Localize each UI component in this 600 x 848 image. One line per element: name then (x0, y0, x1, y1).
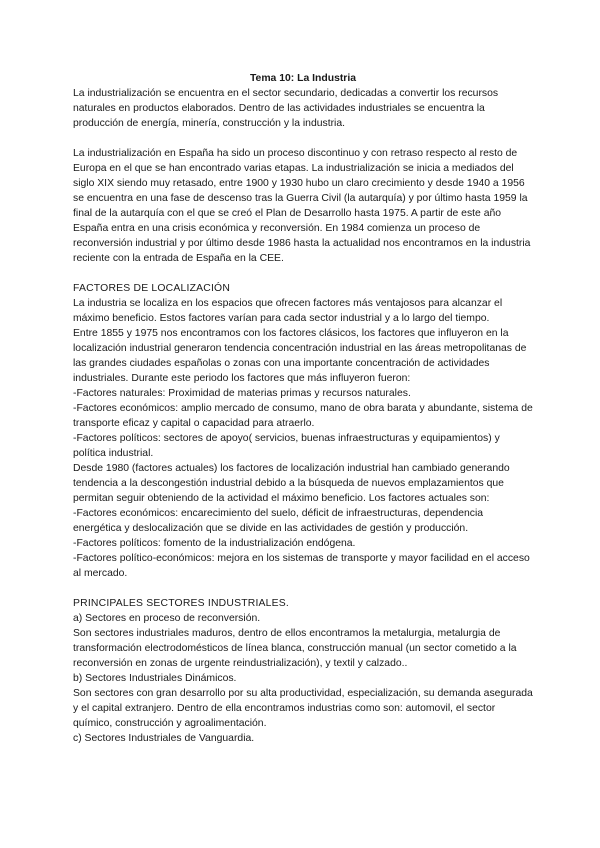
classic-factor-item: -Factores políticos: sectores de apoyo( servicios, buenas infraestructuras y equipamientos) y política industrial. (73, 433, 500, 459)
sector-a-title: a) Sectores en proceso de reconversión. (73, 613, 261, 624)
sector-b-title: b) Sectores Industriales Dinámicos. (73, 673, 237, 684)
paragraph-gap (73, 131, 533, 146)
classic-factor-item: -Factores naturales: Proximidad de materias primas y recursos naturales. (73, 388, 411, 399)
current-factor-item: -Factores políticos: fomento de la industrialización endógena. (73, 538, 356, 549)
current-factor-item: -Factores político-económicos: mejora en los sistemas de transporte y mayor facilidad en el acceso al mercado. (73, 553, 530, 579)
sectores-heading: PRINCIPALES SECTORES INDUSTRIALES. (73, 598, 290, 609)
document-page (73, 71, 533, 746)
history-paragraph: La industrialización en España ha sido un proceso discontinuo y con retraso respecto al resto de Europa en el que se han encontrado varias etapas. La industrialización se inicia a mediados del siglo XIX siendo muy retasado, entre 1900 y 1930 hubo un claro crecimiento y desde 1940 a 1956 se encuentra en una fase de descenso tras la Guerra Civil (la autarquía) y por último hasta 1959 la final de la autarquía con el que se creó el Plan de Desarrollo hasta 1975. A partir de este año España entra en una crisis económica y reconversión. En 1984 comienza un proceso de reconversión industrial y por último desde 1986 hasta la actualidad nos encontramos en la industria reciente con la entrada de España en la CEE. (73, 148, 531, 264)
current-factor-item: -Factores económicos: encarecimiento del suelo, déficit de infraestructuras, dependencia energética y deslocalización que se divide en las actividades de gestión y producción. (73, 508, 484, 534)
sector-b-text: Son sectores con gran desarrollo por su alta productividad, especialización, su demanda asegurada y el capital extranjero. Dentro de ella encontramos industrias como son: automovil, el sector químico, construcción y agroalimentación. (73, 688, 533, 729)
factores-paragraph-1: La industria se localiza en los espacios que ofrecen factores más ventajosos para alcanzar el máximo beneficio. Estos factores varían para cada sector industrial y a lo largo del tiempo. (73, 298, 503, 324)
classic-factor-item: -Factores económicos: amplio mercado de consumo, mano de obra barata y abundante, sistema de transporte eficaz y capital o capacidad para atraerlo. (73, 403, 533, 429)
factores-paragraph-2: Entre 1855 y 1975 nos encontramos con los factores clásicos, los factores que influyeron en la localización industrial generaron tendencia concentración industrial en las áreas metropolitanas de las grandes ciudades españolas o zonas con una importante concentración de actividades industriales. Durante este periodo los factores que más influyeron fueron: (73, 328, 527, 384)
paragraph-gap (73, 266, 533, 281)
factores-paragraph-3: Desde 1980 (factores actuales) los factores de localización industrial han cambiado generando tendencia a la descongestión industrial debido a la búsqueda de nuevos emplazamientos que permitan seguir obteniendo de la actividad el máximo beneficio. Los factores actuales son: (73, 463, 510, 504)
sector-a-text: Son sectores industriales maduros, dentro de ellos encontramos la metalurgia, metalurgia de transformación electrodomésticos de línea blanca, construcción manual (un sector cometido a la reconversión en zonas de urgente reindustrialización), y textil y calzado.. (73, 628, 517, 669)
intro-paragraph: La industrialización se encuentra en el sector secundario, dedicadas a convertir los recursos naturales en productos elaborados. Dentro de las actividades industriales se encuentra la producción de energía, minería, construcción y la industria. (73, 88, 499, 129)
factores-heading: FACTORES DE LOCALIZACIÓN (73, 283, 231, 294)
page-title: Tema 10: La Industria (249, 73, 357, 84)
sector-c-title: c) Sectores Industriales de Vanguardia. (73, 733, 255, 744)
paragraph-gap (73, 581, 533, 596)
